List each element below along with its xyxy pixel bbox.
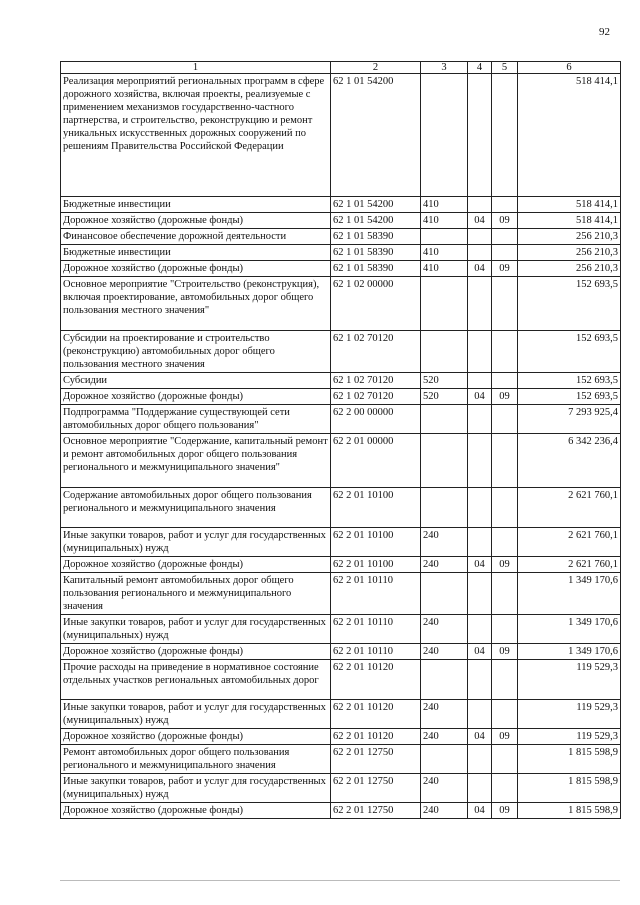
- expense-type-cell: 520: [421, 373, 468, 389]
- amount-cell: 1 815 598,9: [518, 774, 621, 803]
- row-name-cell: Дорожное хозяйство (дорожные фонды): [61, 261, 331, 277]
- amount-cell: 1 349 170,6: [518, 644, 621, 660]
- row-name-cell: Подпрограмма "Поддержание существующей сети автомобильных дорог общего пользования": [61, 405, 331, 434]
- amount-cell: 119 529,3: [518, 660, 621, 700]
- amount-cell: 518 414,1: [518, 213, 621, 229]
- section-cell: [468, 615, 492, 644]
- row-name-cell: Иные закупки товаров, работ и услуг для государственных (муниципальных) нужд: [61, 528, 331, 557]
- table-row: [61, 331, 621, 373]
- section-cell: [468, 660, 492, 700]
- target-article-cell: 62 2 01 10100: [331, 528, 421, 557]
- amount-cell: 152 693,5: [518, 277, 621, 331]
- expense-type-cell: [421, 331, 468, 373]
- expense-type-cell: [421, 434, 468, 488]
- section-cell: 04: [468, 729, 492, 745]
- subsection-cell: [492, 373, 518, 389]
- expense-type-cell: 520: [421, 389, 468, 405]
- table-row: [61, 488, 621, 528]
- row-name-cell: Дорожное хозяйство (дорожные фонды): [61, 803, 331, 819]
- subsection-cell: [492, 245, 518, 261]
- target-article-cell: 62 1 02 70120: [331, 389, 421, 405]
- expense-type-cell: 240: [421, 729, 468, 745]
- section-cell: [468, 700, 492, 729]
- section-cell: [468, 405, 492, 434]
- row-name-cell: Иные закупки товаров, работ и услуг для государственных (муниципальных) нужд: [61, 615, 331, 644]
- expense-type-cell: [421, 277, 468, 331]
- subsection-cell: [492, 434, 518, 488]
- target-article-cell: 62 2 01 10100: [331, 488, 421, 528]
- target-article-cell: 62 1 01 58390: [331, 245, 421, 261]
- amount-cell: 119 529,3: [518, 700, 621, 729]
- target-article-cell: 62 2 01 10120: [331, 729, 421, 745]
- row-name-cell: Дорожное хозяйство (дорожные фонды): [61, 644, 331, 660]
- expense-type-cell: 240: [421, 528, 468, 557]
- amount-cell: 2 621 760,1: [518, 557, 621, 573]
- section-cell: [468, 245, 492, 261]
- target-article-cell: 62 2 01 10110: [331, 573, 421, 615]
- row-name-cell: Капитальный ремонт автомобильных дорог общего пользования регионального и межмуниципального значения: [61, 573, 331, 615]
- section-cell: [468, 774, 492, 803]
- section-cell: [468, 331, 492, 373]
- subsection-cell: 09: [492, 803, 518, 819]
- table-row: [61, 615, 621, 644]
- row-name-cell: Иные закупки товаров, работ и услуг для государственных (муниципальных) нужд: [61, 774, 331, 803]
- subsection-cell: [492, 277, 518, 331]
- section-cell: [468, 229, 492, 245]
- table-row: [61, 373, 621, 389]
- table-row: [61, 434, 621, 488]
- amount-cell: 518 414,1: [518, 197, 621, 213]
- table-row: [61, 197, 621, 213]
- subsection-cell: [492, 229, 518, 245]
- table-row: [61, 245, 621, 261]
- amount-cell: 119 529,3: [518, 729, 621, 745]
- expense-type-cell: [421, 745, 468, 774]
- table-row: [61, 660, 621, 700]
- expense-type-cell: 240: [421, 557, 468, 573]
- subsection-cell: [492, 700, 518, 729]
- table-row: [61, 74, 621, 197]
- expense-type-cell: 410: [421, 197, 468, 213]
- amount-cell: 2 621 760,1: [518, 488, 621, 528]
- target-article-cell: 62 1 01 58390: [331, 261, 421, 277]
- section-cell: [468, 528, 492, 557]
- row-name-cell: Дорожное хозяйство (дорожные фонды): [61, 729, 331, 745]
- subsection-cell: [492, 74, 518, 197]
- table-row: [61, 528, 621, 557]
- amount-cell: 2 621 760,1: [518, 528, 621, 557]
- table-row: [61, 644, 621, 660]
- subsection-cell: 09: [492, 261, 518, 277]
- subsection-cell: 09: [492, 389, 518, 405]
- row-name-cell: Иные закупки товаров, работ и услуг для государственных (муниципальных) нужд: [61, 700, 331, 729]
- page-number: 92: [599, 26, 610, 38]
- row-name-cell: Реализация мероприятий региональных программ в сфере дорожного хозяйства, включая проекты, реализуемые с применением механизмов государственно-частного партнерства, и строительство, реконструкцию и ремонт уникальных искусственных дорожных сооружений по решениям Правительства Российской Федерации: [61, 74, 331, 197]
- amount-cell: 256 210,3: [518, 229, 621, 245]
- page-bottom-rule: [60, 880, 620, 881]
- amount-cell: 152 693,5: [518, 389, 621, 405]
- subsection-cell: [492, 197, 518, 213]
- expense-type-cell: [421, 488, 468, 528]
- expense-type-cell: 410: [421, 261, 468, 277]
- subsection-cell: 09: [492, 729, 518, 745]
- amount-cell: 1 349 170,6: [518, 573, 621, 615]
- amount-cell: 7 293 925,4: [518, 405, 621, 434]
- table-row: [61, 700, 621, 729]
- expense-type-cell: 240: [421, 700, 468, 729]
- table-row: [61, 774, 621, 803]
- expense-type-cell: [421, 573, 468, 615]
- target-article-cell: 62 1 02 70120: [331, 331, 421, 373]
- table-row: [61, 389, 621, 405]
- amount-cell: 1 815 598,9: [518, 745, 621, 774]
- table-row: [61, 277, 621, 331]
- amount-cell: 6 342 236,4: [518, 434, 621, 488]
- row-name-cell: Финансовое обеспечение дорожной деятельности: [61, 229, 331, 245]
- expense-type-cell: 240: [421, 644, 468, 660]
- amount-cell: 152 693,5: [518, 331, 621, 373]
- section-cell: 04: [468, 213, 492, 229]
- subsection-cell: [492, 774, 518, 803]
- row-name-cell: Дорожное хозяйство (дорожные фонды): [61, 389, 331, 405]
- target-article-cell: 62 2 01 10120: [331, 660, 421, 700]
- row-name-cell: Дорожное хозяйство (дорожные фонды): [61, 213, 331, 229]
- subsection-cell: 09: [492, 644, 518, 660]
- subsection-cell: [492, 405, 518, 434]
- target-article-cell: 62 2 01 10110: [331, 644, 421, 660]
- row-name-cell: Основное мероприятие "Строительство (реконструкция), включая проектирование, автомобильных дорог общего пользования местного значения": [61, 277, 331, 331]
- row-name-cell: Бюджетные инвестиции: [61, 245, 331, 261]
- target-article-cell: 62 2 01 10100: [331, 557, 421, 573]
- column-header-subsection: 5: [492, 62, 518, 74]
- target-article-cell: 62 1 02 70120: [331, 373, 421, 389]
- subsection-cell: 09: [492, 213, 518, 229]
- subsection-cell: [492, 573, 518, 615]
- section-cell: [468, 488, 492, 528]
- section-cell: [468, 74, 492, 197]
- target-article-cell: 62 2 01 12750: [331, 803, 421, 819]
- budget-table: [60, 61, 621, 819]
- subsection-cell: [492, 745, 518, 774]
- target-article-cell: 62 1 02 00000: [331, 277, 421, 331]
- section-cell: 04: [468, 644, 492, 660]
- expense-type-cell: 410: [421, 245, 468, 261]
- row-name-cell: Прочие расходы на приведение в нормативное состояние отдельных участков региональных автомобильных дорог: [61, 660, 331, 700]
- amount-cell: 256 210,3: [518, 245, 621, 261]
- row-name-cell: Содержание автомобильных дорог общего пользования регионального и межмуниципального значения: [61, 488, 331, 528]
- section-cell: 04: [468, 557, 492, 573]
- subsection-cell: [492, 615, 518, 644]
- expense-type-cell: [421, 660, 468, 700]
- table-row: [61, 213, 621, 229]
- table-row: [61, 729, 621, 745]
- row-name-cell: Ремонт автомобильных дорог общего пользования регионального и межмуниципального значения: [61, 745, 331, 774]
- table-row: [61, 803, 621, 819]
- amount-cell: 1 815 598,9: [518, 803, 621, 819]
- column-header-expense-type: 3: [421, 62, 468, 74]
- subsection-cell: [492, 488, 518, 528]
- subsection-cell: [492, 331, 518, 373]
- section-cell: [468, 373, 492, 389]
- row-name-cell: Бюджетные инвестиции: [61, 197, 331, 213]
- amount-cell: 256 210,3: [518, 261, 621, 277]
- target-article-cell: 62 2 01 12750: [331, 774, 421, 803]
- target-article-cell: 62 2 01 00000: [331, 434, 421, 488]
- section-cell: [468, 573, 492, 615]
- amount-cell: 1 349 170,6: [518, 615, 621, 644]
- target-article-cell: 62 1 01 54200: [331, 197, 421, 213]
- expense-type-cell: 410: [421, 213, 468, 229]
- subsection-cell: 09: [492, 557, 518, 573]
- row-name-cell: Основное мероприятие "Содержание, капитальный ремонт и ремонт автомобильных дорог общего пользования регионального и межмуниципального значения": [61, 434, 331, 488]
- target-article-cell: 62 1 01 54200: [331, 213, 421, 229]
- section-cell: [468, 745, 492, 774]
- expense-type-cell: 240: [421, 615, 468, 644]
- column-header-section: 4: [468, 62, 492, 74]
- table-row: [61, 261, 621, 277]
- amount-cell: 518 414,1: [518, 74, 621, 197]
- column-header-name: 1: [61, 62, 331, 74]
- table-header-row: [61, 62, 621, 74]
- amount-cell: 152 693,5: [518, 373, 621, 389]
- column-header-amount: 6: [518, 62, 621, 74]
- expense-type-cell: [421, 229, 468, 245]
- expense-type-cell: 240: [421, 803, 468, 819]
- subsection-cell: [492, 660, 518, 700]
- expense-type-cell: [421, 405, 468, 434]
- row-name-cell: Субсидии на проектирование и строительство (реконструкцию) автомобильных дорог общего пользования местного значения: [61, 331, 331, 373]
- table-row: [61, 229, 621, 245]
- row-name-cell: Дорожное хозяйство (дорожные фонды): [61, 557, 331, 573]
- table-row: [61, 745, 621, 774]
- row-name-cell: Субсидии: [61, 373, 331, 389]
- section-cell: 04: [468, 261, 492, 277]
- section-cell: [468, 277, 492, 331]
- expense-type-cell: 240: [421, 774, 468, 803]
- target-article-cell: 62 2 01 10120: [331, 700, 421, 729]
- section-cell: 04: [468, 389, 492, 405]
- subsection-cell: [492, 528, 518, 557]
- target-article-cell: 62 2 01 10110: [331, 615, 421, 644]
- target-article-cell: 62 2 00 00000: [331, 405, 421, 434]
- table-row: [61, 573, 621, 615]
- section-cell: [468, 197, 492, 213]
- table-row: [61, 405, 621, 434]
- section-cell: [468, 434, 492, 488]
- section-cell: 04: [468, 803, 492, 819]
- target-article-cell: 62 2 01 12750: [331, 745, 421, 774]
- expense-type-cell: [421, 74, 468, 197]
- target-article-cell: 62 1 01 58390: [331, 229, 421, 245]
- table-row: [61, 557, 621, 573]
- target-article-cell: 62 1 01 54200: [331, 74, 421, 197]
- column-header-target-article: 2: [331, 62, 421, 74]
